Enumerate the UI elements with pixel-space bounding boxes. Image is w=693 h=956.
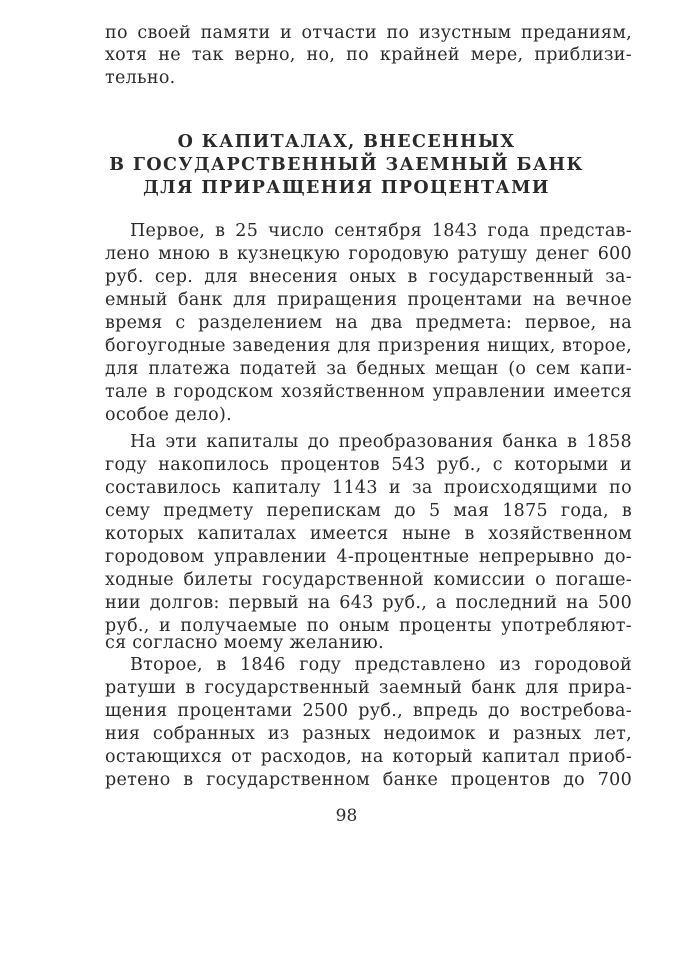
text-line: лено мною в кузнецкую городовую ратушу денег 600 xyxy=(105,244,632,264)
text-line: по своей памяти и отчасти по изустным преданиям, xyxy=(105,23,632,43)
text-line: На эти капиталы до преобразования банка в 1858 xyxy=(130,432,632,452)
page-number: 98 xyxy=(335,806,358,826)
text-line: Второе, в 1846 году представлено из городовой xyxy=(130,655,632,675)
text-line: Первое, в 25 число сентября 1843 года представ- xyxy=(130,221,632,241)
text-line: сему предмету перепискам до 5 мая 1875 года, в xyxy=(105,501,632,521)
text-line: ходные билеты государственной комиссии о погаше- xyxy=(105,570,632,590)
text-line: богоугодные заведения для призрения нищих, второе, xyxy=(105,336,632,356)
text-line: году накопилось процентов 543 руб., с которыми и xyxy=(105,455,632,475)
heading-line: В ГОСУДАРСТВЕННЫЙ ЗАЕМНЫЙ БАНК xyxy=(109,155,584,175)
text-line: особое дело). xyxy=(105,405,232,425)
text-line: ния собранных из разных недоимок и разных лет, xyxy=(105,724,632,744)
text-line: для платежа податей за бедных мещан (о сем капи- xyxy=(105,359,632,379)
heading-line: ДЛЯ ПРИРАЩЕНИЯ ПРОЦЕНТАМИ xyxy=(143,178,550,198)
text-line: тале в городском хозяйственном управлении имеется xyxy=(105,382,632,402)
text-line: руб. сер. для внесения оных в государственный за- xyxy=(105,267,632,287)
text-line: ретено в государственном банке процентов до 700 xyxy=(105,770,632,790)
text-line: емный банк для приращения процентами на вечное xyxy=(105,290,632,310)
text-line: руб., и получаемые по оным проценты употребляют- xyxy=(105,616,632,636)
text-line: тельно. xyxy=(105,68,176,88)
heading-line: О КАПИТАЛАХ, ВНЕСЕННЫХ xyxy=(177,132,516,152)
text-line: щения процентами 2500 руб., впредь до востребова- xyxy=(105,701,632,721)
text-line: остающихся от расходов, на который капитал приоб- xyxy=(105,747,632,767)
text-line: нии долгов: первый на 643 руб., а последний на 500 xyxy=(105,593,632,613)
text-line: которых капиталах имеется ныне в хозяйственном xyxy=(105,524,632,544)
text-line: время с разделением на два предмета: первое, на xyxy=(105,313,632,333)
text-line: ся согласно моему желанию. xyxy=(105,633,384,653)
text-line: составилось капиталу 1143 и за происходящими по xyxy=(105,478,632,498)
text-line: ратуши в государственный заемный банк для прира- xyxy=(105,678,632,698)
text-line: городовом управлении 4-процентные непрерывно до- xyxy=(105,547,632,567)
text-line: хотя не так верно, но, по крайней мере, приблизи- xyxy=(105,45,632,65)
